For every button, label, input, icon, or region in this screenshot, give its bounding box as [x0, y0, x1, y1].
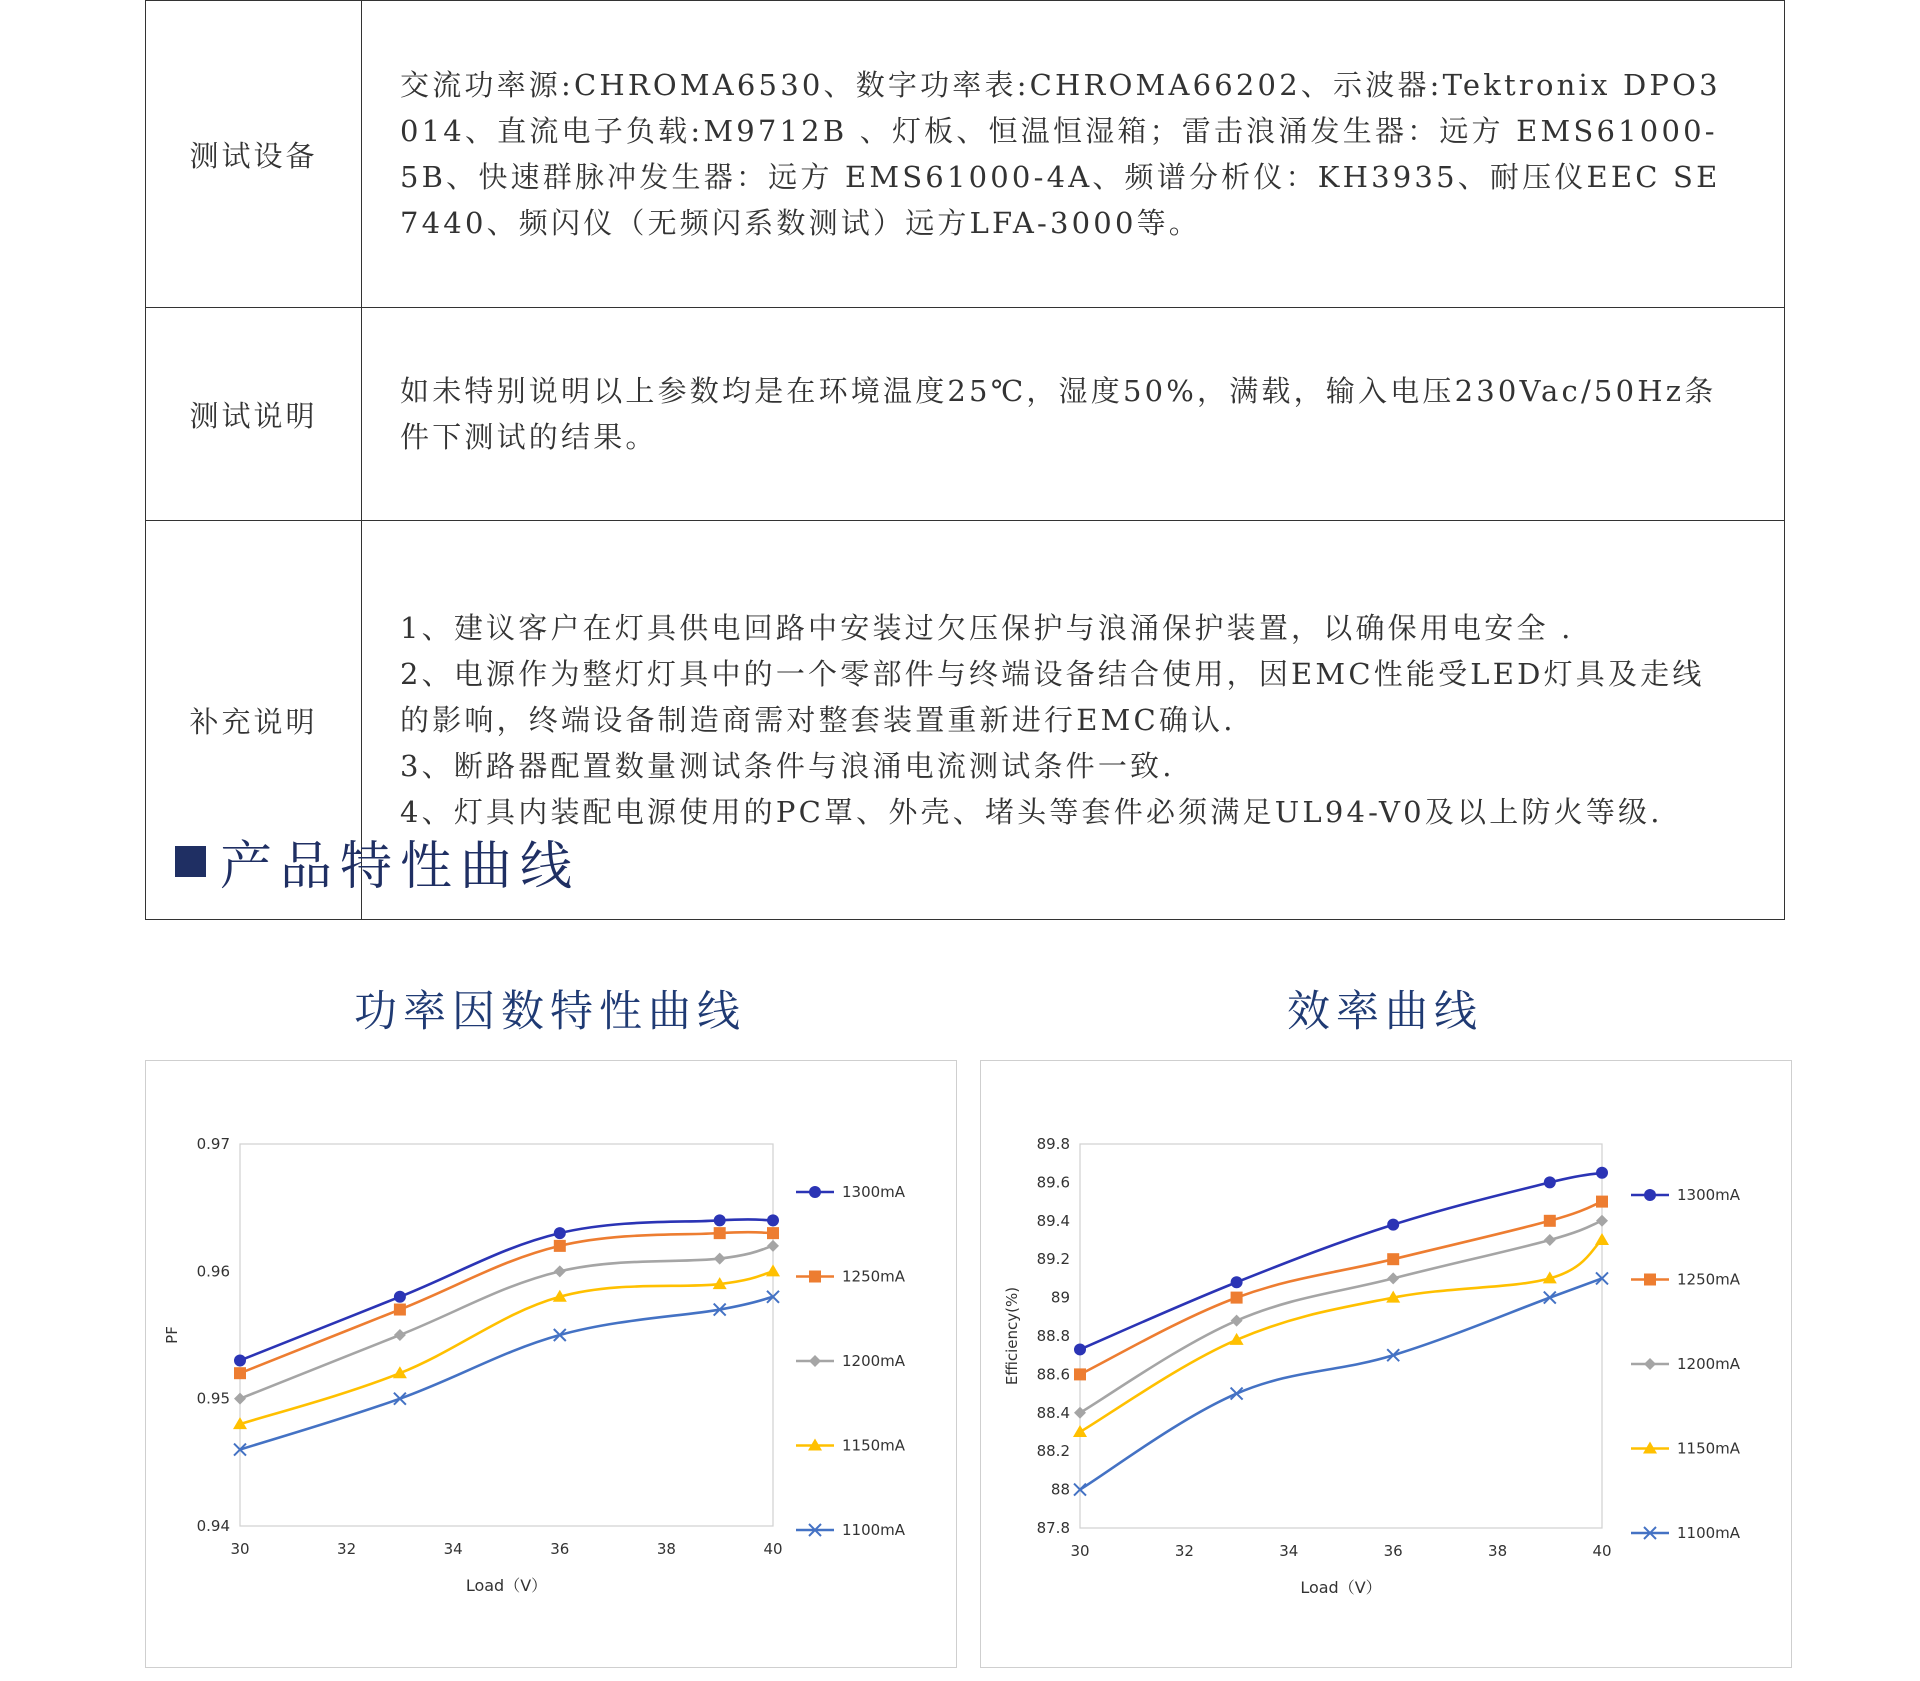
y-tick-label: 0.95 — [196, 1389, 230, 1408]
data-point — [554, 1227, 566, 1239]
series-line — [240, 1297, 773, 1450]
x-tick-label: 30 — [1070, 1542, 1090, 1560]
legend-label: 1100mA — [842, 1521, 906, 1539]
data-point — [554, 1240, 566, 1252]
data-point — [394, 1291, 406, 1303]
legend-label: 1150mA — [842, 1436, 906, 1455]
pf-chart-svg — [146, 1061, 956, 1667]
pf-chart-title: 功率因数特性曲线 — [354, 987, 746, 1037]
efficiency-chart — [980, 1060, 1792, 1668]
spec-table — [145, 0, 1785, 920]
legend-entry — [796, 1437, 906, 1455]
legend-label: 1250mA — [842, 1267, 906, 1286]
legend-label: 1200mA — [842, 1352, 906, 1370]
y-tick-label: 88.8 — [1036, 1327, 1070, 1345]
series-1100mA — [234, 1291, 779, 1456]
x-tick-label: 38 — [1488, 1542, 1508, 1560]
y-tick-label: 0.97 — [196, 1135, 230, 1153]
x-tick-label: 34 — [1279, 1542, 1299, 1560]
supplementary-item: 3、断路器配置数量测试条件与浪涌电流测试条件一致. — [400, 749, 1175, 783]
legend-entry — [796, 1268, 906, 1286]
series-line — [1080, 1278, 1602, 1489]
data-point — [1073, 1425, 1087, 1437]
y-tick-label: 88.2 — [1036, 1442, 1070, 1461]
supplementary-item: 1、建议客户在灯具供电回路中安装过欠压保护与浪涌保护装置，以确保用电安全 . — [400, 611, 1574, 645]
data-point — [234, 1354, 246, 1366]
spec-label-test-equipment: 测试设备 — [146, 1, 362, 308]
data-point — [1387, 1272, 1399, 1284]
data-point — [1544, 1234, 1556, 1246]
x-tick-label: 32 — [337, 1540, 357, 1558]
supplementary-item: 2、电源作为整灯灯具中的一个零部件与终端设备结合使用，因EMC性能受LED灯具及走线的影响，终端设备制造商需对整套装置重新进行EMC确认. — [400, 657, 1705, 737]
data-point — [766, 1264, 780, 1276]
data-point — [714, 1227, 726, 1239]
y-tick-label: 89.8 — [1036, 1135, 1070, 1153]
legend-marker — [809, 1186, 821, 1198]
data-point — [1595, 1233, 1609, 1245]
efficiency-chart-svg — [981, 1061, 1791, 1667]
x-tick-label: 36 — [550, 1540, 570, 1558]
x-tick-label: 32 — [1174, 1542, 1194, 1560]
supplementary-item: 4、灯具内装配电源使用的PC罩、外壳、堵头等套件必须满足UL94-V0及以上防火等级. — [400, 795, 1663, 829]
x-axis-label: Load（V） — [1300, 1578, 1382, 1597]
data-point — [1596, 1196, 1608, 1208]
x-axis-label: Load（V） — [465, 1576, 548, 1595]
data-point — [1596, 1167, 1608, 1179]
y-tick-label: 88 — [1050, 1480, 1070, 1499]
y-tick-label: 87.8 — [1036, 1519, 1070, 1537]
spec-row-test-notes — [146, 308, 1785, 521]
legend-entry — [1631, 1524, 1741, 1542]
y-tick-label: 88.6 — [1036, 1365, 1070, 1384]
data-point — [234, 1393, 246, 1405]
x-tick-label: 36 — [1383, 1542, 1403, 1560]
legend-entry — [1631, 1440, 1741, 1458]
x-tick-label: 40 — [1592, 1542, 1612, 1560]
data-point — [1231, 1388, 1243, 1400]
series-line — [240, 1271, 773, 1424]
data-point — [1074, 1343, 1086, 1355]
data-point — [1544, 1215, 1556, 1227]
data-point — [767, 1240, 779, 1252]
series-1300mA — [1074, 1167, 1608, 1356]
pf-chart — [145, 1060, 957, 1668]
square-bullet-icon — [175, 846, 206, 877]
series-line — [240, 1232, 773, 1373]
series-line — [1080, 1240, 1602, 1432]
series-1200mA — [234, 1240, 779, 1405]
legend-entry — [1631, 1355, 1741, 1373]
legend-marker — [1644, 1358, 1656, 1370]
series-line — [1080, 1173, 1602, 1350]
data-point — [1387, 1253, 1399, 1265]
legend-marker — [809, 1355, 821, 1367]
legend-label: 1250mA — [1677, 1270, 1741, 1289]
spec-content-test-notes: 如未特别说明以上参数均是在环境温度25℃，湿度50%，满载，输入电压230Vac/50Hz条件下测试的结果。 — [362, 308, 1785, 521]
data-point — [394, 1304, 406, 1316]
data-point — [767, 1227, 779, 1239]
legend-entry — [796, 1352, 906, 1370]
y-axis-label: PF — [163, 1326, 181, 1344]
x-tick-label: 38 — [656, 1540, 676, 1558]
y-axis-label: Efficiency(%) — [1003, 1286, 1021, 1386]
y-tick-label: 89.2 — [1036, 1250, 1070, 1269]
legend-label: 1200mA — [1677, 1355, 1741, 1373]
data-point — [1544, 1292, 1556, 1304]
data-point — [714, 1214, 726, 1226]
data-point — [1074, 1368, 1086, 1380]
y-tick-label: 0.94 — [196, 1517, 230, 1535]
plot-area — [240, 1144, 773, 1526]
series-line — [240, 1219, 773, 1360]
spec-label-supplementary: 补充说明 — [146, 521, 362, 920]
data-point — [554, 1265, 566, 1277]
legend-marker — [1644, 1189, 1656, 1201]
legend-entry — [1631, 1186, 1741, 1204]
data-point — [1544, 1176, 1556, 1188]
section-heading — [175, 826, 580, 896]
legend-entry — [796, 1521, 906, 1539]
legend-marker — [809, 1271, 821, 1283]
data-point — [1596, 1215, 1608, 1227]
data-point — [234, 1367, 246, 1379]
y-tick-label: 88.4 — [1036, 1403, 1070, 1422]
section-title: 产品特性曲线 — [220, 836, 581, 897]
data-point — [1231, 1276, 1243, 1288]
y-tick-label: 89.4 — [1036, 1211, 1070, 1230]
series-line — [240, 1246, 773, 1399]
legend-entry — [796, 1183, 906, 1201]
x-tick-label: 40 — [763, 1540, 783, 1558]
plot-area — [1080, 1144, 1602, 1528]
data-point — [1231, 1292, 1243, 1304]
data-point — [714, 1253, 726, 1265]
legend-label: 1300mA — [1677, 1186, 1741, 1204]
legend-label: 1150mA — [1677, 1439, 1741, 1458]
data-point — [767, 1214, 779, 1226]
spec-label-test-notes: 测试说明 — [146, 308, 362, 521]
series-1250mA — [1074, 1196, 1608, 1381]
data-point — [394, 1393, 406, 1405]
legend-entry — [1631, 1271, 1741, 1289]
series-line — [1080, 1202, 1602, 1375]
series-line — [1080, 1221, 1602, 1413]
spec-row-test-equipment — [146, 1, 1785, 308]
efficiency-chart-title: 效率曲线 — [1287, 987, 1483, 1037]
data-point — [1387, 1219, 1399, 1231]
spec-content-test-equipment: 交流功率源:CHROMA6530、数字功率表:CHROMA66202、示波器:Tektronix DPO3014、直流电子负载:M9712B 、灯板、恒温恒湿箱；雷击浪涌发生器：远方 EMS61000-5B、快速群脉冲发生器：远方 EMS61000-4A、频谱分析仪：KH3935、耐压仪EEC SE7440、频闪仪（无频闪系数测试）远方LFA-3000等。 — [362, 1, 1785, 308]
x-tick-label: 34 — [443, 1540, 463, 1558]
data-point — [394, 1329, 406, 1341]
x-tick-label: 30 — [230, 1540, 250, 1558]
y-tick-label: 89.6 — [1036, 1173, 1070, 1192]
data-point — [1074, 1407, 1086, 1419]
y-tick-label: 0.96 — [196, 1262, 230, 1281]
legend-marker — [1644, 1274, 1656, 1286]
data-point — [1231, 1315, 1243, 1327]
legend-label: 1300mA — [842, 1183, 906, 1201]
y-tick-label: 89 — [1050, 1288, 1070, 1307]
legend-label: 1100mA — [1677, 1524, 1741, 1542]
